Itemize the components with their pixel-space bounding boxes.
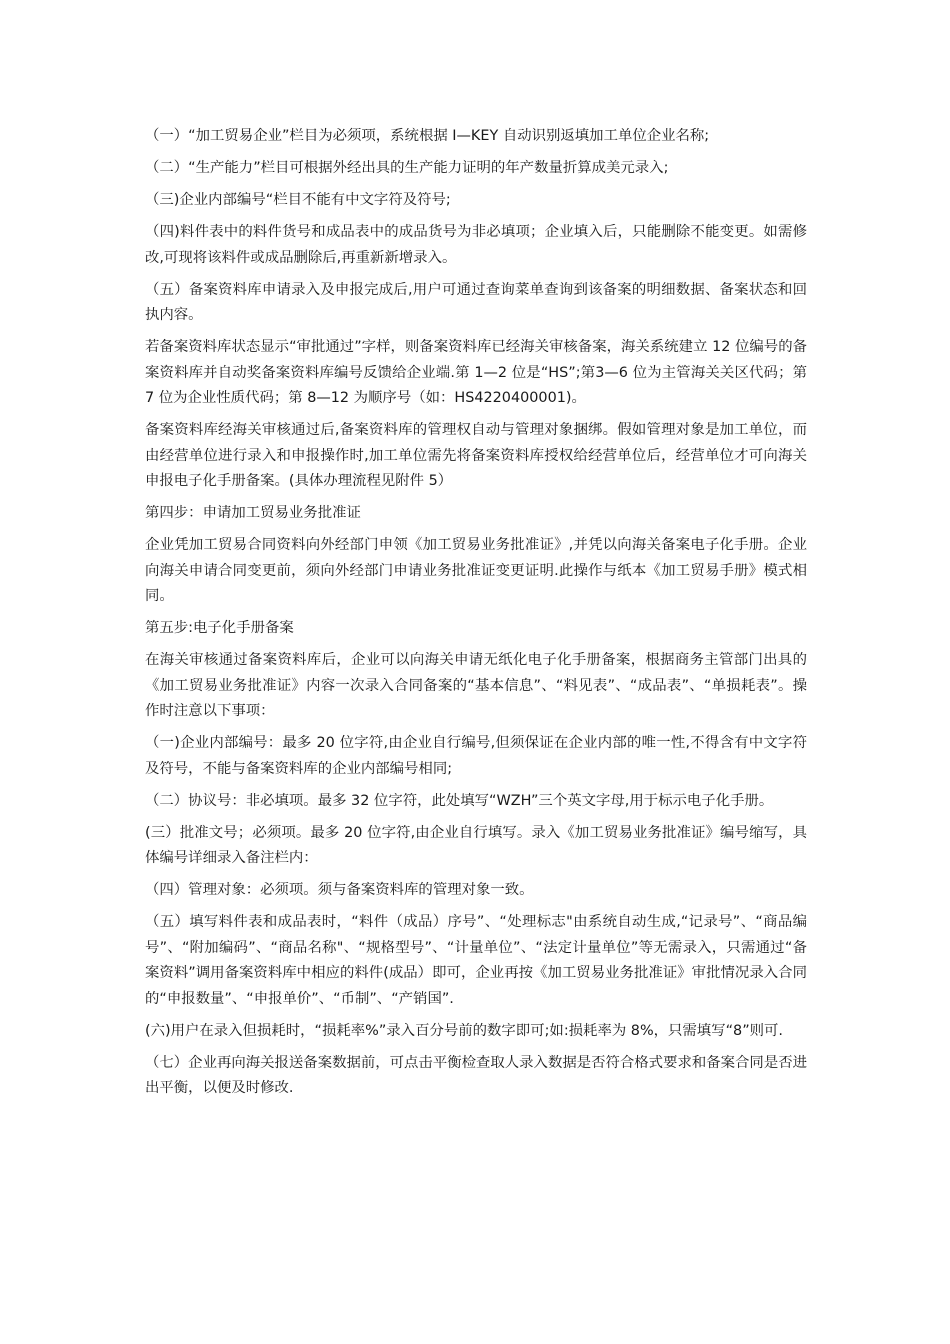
step-five-heading: 第五步:电子化手册备案: [145, 620, 294, 636]
paragraph-approval-number: (三）批准文号；必须项。最多 20 位字符,由企业自行填写。录入《加工贸易业务批准证》编号缩写，具体编号详细录入备注栏内：: [145, 824, 807, 866]
paragraph-field-item-numbers: （四)料件表中的料件货号和成品表中的成品货号为非必填项；企业填入后，只能删除不能变更。如需修改,可现将该料件或成品删除后,再重新新增录入。: [145, 224, 807, 266]
paragraph-approval-status: 若备案资料库状态显示“审批通过”字样，则备案资料库已经海关审核备案，海关系统建立 12 位编号的备案资料库并自动奖备案资料库编号反馈给企业端.第 1—2 位是“HS”;第3—6 位为主管海关关区代码；第 7 位为企业性质代码；第 8—12 为顺序号（如：HS4220400001)。: [145, 339, 807, 406]
paragraph-field-query: （五）备案资料库申请录入及申报完成后,用户可通过查询菜单查询到该备案的明细数据、备案状态和回执内容。: [145, 281, 807, 323]
paragraph-field-capacity: （二）“生产能力”栏目可根据外经出具的生产能力证明的年产数量折算成美元录入;: [145, 160, 669, 176]
paragraph-field-enterprise: （一）“加工贸易企业”栏目为必须项，系统根据 I—KEY 自动识别返填加工单位企业名称;: [145, 128, 710, 144]
paragraph-authorization: 备案资料库经海关审核通过后,备案资料库的管理权自动与管理对象捆绑。假如管理对象是加工单位，而由经营单位进行录入和申报操作时,加工单位需先将备案资料库授权给经营单位后，经营单位才可向海关申报电子化手册备案。(具体办理流程见附件 5）: [145, 422, 807, 489]
paragraph-agreement-number: （二）协议号：非必填项。最多 32 位字符，此处填写“WZH”三个英文字母,用于标示电子化手册。: [145, 792, 774, 809]
paragraph-material-table: （五）填写料件表和成品表时，“料件（成品）序号”、“处理标志"由系统自动生成,“记录号”、“商品编号”、“附加编码”、“商品名称"、“规格型号”、“计量单位”、“法定计量单位”等无需录入，只需通过“备案资料”调用备案资料库中相应的料件(成品）即可，企业再按《加工贸易业务批准证》审批情况录入合同的“申报数量”、“申报单价”、“币制”、“产销国”.: [145, 914, 807, 1007]
paragraph-step-four: 企业凭加工贸易合同资料向外经部门申领《加工贸易业务批准证》,并凭以向海关备案电子化手册。企业向海关申请合同变更前，须向外经部门申请业务批准证变更证明.此操作与纸本《加工贸易手册》模式相同。: [145, 537, 807, 604]
paragraph-field-internal-number: （三)企业内部编号“栏目不能有中文字符及符号;: [145, 192, 451, 208]
paragraph-step-five: 在海关审核通过备案资料库后，企业可以向海关申请无纸化电子化手册备案，根据商务主管部门出具的《加工贸易业务批准证》内容一次录入合同备案的“基本信息”、“料见表”、“成品表”、“单损耗表”。操作时注意以下事项：: [145, 652, 807, 719]
document-body: [145, 124, 807, 1108]
step-four-heading: 第四步：申请加工贸易业务批准证: [145, 505, 361, 521]
paragraph-loss-rate: (六)用户在录入但损耗时，“损耗率%”录入百分号前的数字即可;如:损耗率为 8%，只需填写“8”则可.: [145, 1022, 784, 1039]
paragraph-balance-check: （七）企业再向海关报送备案数据前，可点击平衡检查取人录入数据是否符合格式要求和备案合同是否进出平衡，以便及时修改.: [145, 1054, 807, 1096]
paragraph-internal-number-rule: （一)企业内部编号：最多 20 位字符,由企业自行编号,但须保证在企业内部的唯一性,不得含有中文字符及符号，不能与备案资料库的企业内部编号相同;: [145, 735, 807, 777]
paragraph-management-object: （四）管理对象：必须项。须与备案资料库的管理对象一致。: [145, 882, 534, 898]
